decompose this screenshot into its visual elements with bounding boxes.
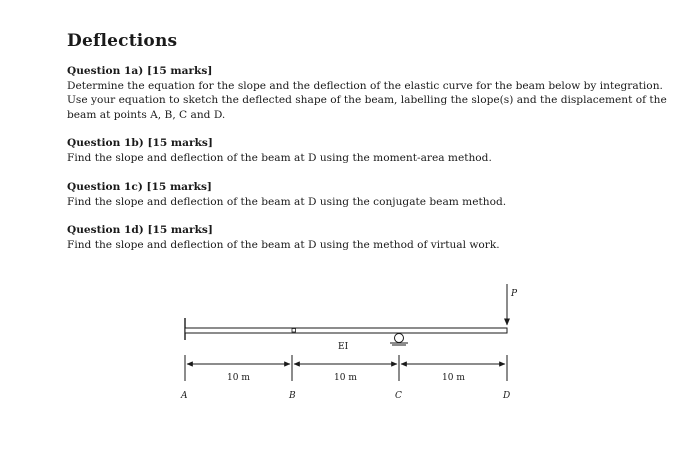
question-1d-body: Find the slope and deflection of the beam at D using the method of virtual work. <box>67 238 500 251</box>
question-1c-body: Find the slope and deflection of the beam at D using the conjugate beam method. <box>67 195 507 208</box>
question-1d <box>67 223 667 252</box>
question-1b-body: Find the slope and deflection of the beam at D using the moment-area method. <box>67 151 492 164</box>
question-1c-heading: Question 1c) [15 marks] <box>67 181 212 193</box>
point-label-b: B <box>289 391 296 401</box>
question-1a-heading: Question 1a) [15 marks] <box>67 65 213 77</box>
question-1c <box>67 180 667 209</box>
span-label-bc: 10 m <box>334 373 357 383</box>
question-1b <box>67 136 667 165</box>
question-1b-heading: Question 1b) [15 marks] <box>67 137 213 149</box>
beam <box>185 328 507 333</box>
question-1a <box>67 64 667 122</box>
question-1d-heading: Question 1d) [15 marks] <box>67 224 213 236</box>
stiffness-label: EI <box>338 342 349 352</box>
point-label-a: A <box>181 391 188 401</box>
load-label-p: P <box>511 289 518 299</box>
span-label-ab: 10 m <box>227 373 250 383</box>
point-label-c: C <box>395 391 402 401</box>
hinge-b <box>292 329 296 333</box>
page-title: Deflections <box>67 31 178 51</box>
point-label-d: D <box>503 391 511 401</box>
roller-support-c <box>390 334 408 346</box>
span-label-cd: 10 m <box>442 373 465 383</box>
question-1a-body: Determine the equation for the slope and the deflection of the elastic curve for the beam below by integration. Use your equation to sketch the deflected shape of the beam, labelling the slope(s) and the displacement of the beam at points A, B, C and D. <box>67 79 667 121</box>
